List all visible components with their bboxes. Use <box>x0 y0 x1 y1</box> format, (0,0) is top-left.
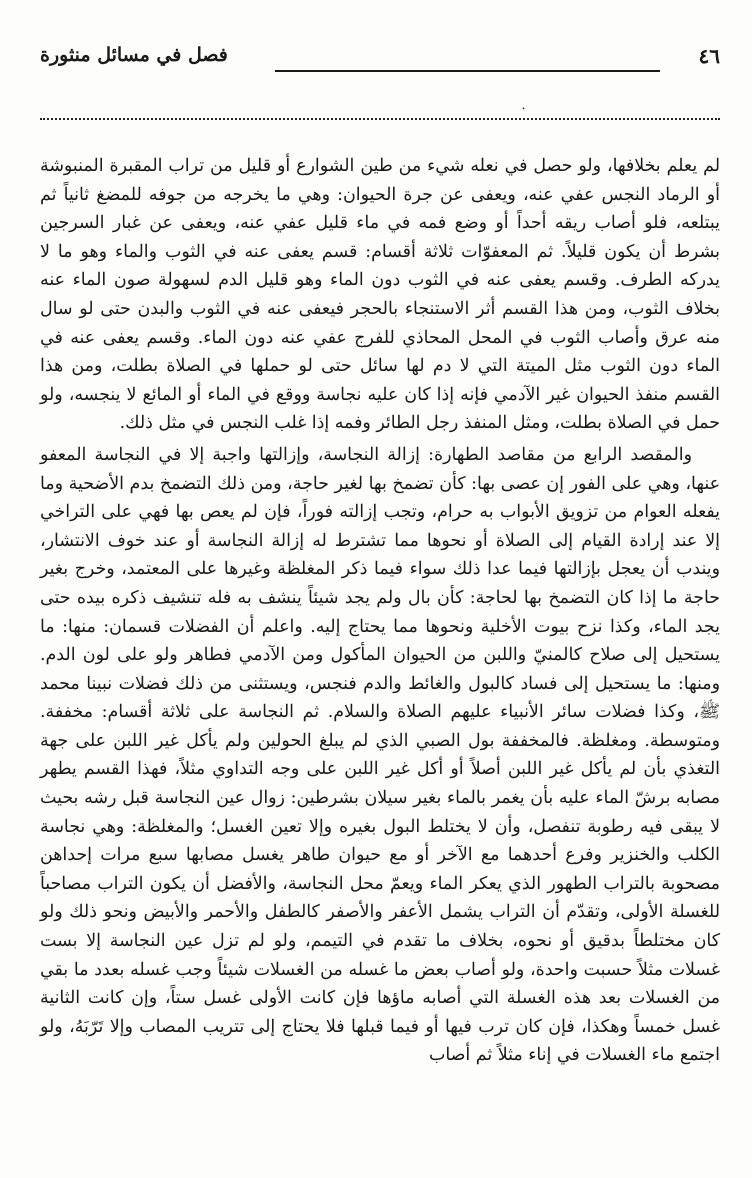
footnote-mark: ٠ <box>520 101 527 116</box>
paragraph-continuation: لم يعلم بخلافها، ولو حصل في نعله شيء من طين الشوارع أو قليل من تراب المقبرة المنبوشة أو الرماد النجس عفي عنه، ويعفى عن جرة الحيوان: وهي ما يخرجه من جوفه للمضغ ثانياً ثم يبتلعه، فلو أصاب ريقه أحداً أو وضع فمه في ماء قليل عفي عنه، ويعفى عن غبار السرجين بشرط أن يكون قليلاً. ثم المعفوّات ثلاثة أقسام: قسم يعفى عنه في الثوب والماء وهو ما لا يدركه الطرف. وقسم يعفى عنه في الثوب دون الماء وهو قليل الدم لسهولة صون الماء عنه بخلاف الثوب، ومن هذا القسم أثر الاستنجاء بالحجر فيعفى عنه في الثوب والبدن حتى لو سال منه عرق وأصاب الثوب في المحل المحاذي للفرج عفي عنه دون الماء. وقسم يعفى عنه في الماء دون الثوب مثل الميتة التي لا دم لها سائل حتى لو حملها في الصلاة بطلت، ومن هذا القسم منفذ الحيوان غير الآدمي فإنه إذا كان عليه نجاسة ووقع في الماء أو المائع لا ينجسه، ولو حمل في الصلاة بطلت، ومثل المنفذ رجل الطائر وفمه إذا غلب النجس في مثل ذلك. <box>40 156 720 434</box>
body-text <box>40 152 720 1070</box>
footnote-separator <box>40 118 720 120</box>
header-rule <box>275 70 660 72</box>
page-number: ٤٦ <box>698 44 720 68</box>
running-title: فصل في مسائل منثورة <box>40 44 228 66</box>
page-header <box>40 40 720 80</box>
paragraph-fourth-objective: والمقصد الرابع من مقاصد الطهارة: إزالة النجاسة، وإزالتها واجبة إلا في النجاسة المعفو عنها، وهي على الفور إن عصى بها: كأن تضمخ بها لغير حاجة، ومن ذلك التضمخ بدم الأضحية وما يفعله العوام من تزويق الأبواب به حرام، وتجب إزالته فوراً، فإن لم يعص بها فهي على التراخي إلا عند إرادة القيام إلى الصلاة أو نحوها مما تشترط له إزالة النجاسة أو عند خوف الانتشار، ويندب أن يعجل بإزالتها فيما عدا ذلك سواء فيما ذكر المغلظة وغيرها على المعتمد، وخرج بغير حاجة ما إذا كان التضمخ بها لحاجة: كأن بال ولم يجد شيئاً ينشف به فله تنشيف ذكره بيده حتى يجد الماء، وكذا نزح بيوت الأخلية ونحوها مما يحتاج إليه. واعلم أن الفضلات قسمان: منها: ما يستحيل إلى صلاح كالمنيّ واللبن من الحيوان المأكول ومن الآدمي فطاهر ولو على لون الدم. ومنها: ما يستحيل إلى فساد كالبول والغائط والدم فنجس، ويستثنى من ذلك فضلات نبينا محمد ﷺ، وكذا فضلات سائر الأنبياء عليهم الصلاة والسلام. ثم النجاسة على ثلاثة أقسام: مخففة. ومتوسطة. ومغلظة. فالمخففة بول الصبي الذي لم يبلغ الحولين ولم يأكل غير اللبن على جهة التغذي بأن لم يأكل غير اللبن أصلاً أو أكل غير اللبن على وجه التداوي مثلاً، فهذا القسم يطهر مصابه برشّ الماء عليه بأن يغمر بالماء بغير سيلان بشرطين: زوال عين النجاسة قبل رشه بحيث لا يبقى فيه رطوبة تنفصل، وأن لا يختلط البول بغيره وإلا تعين الغسل؛ والمغلظة: وهي نجاسة الكلب والخنزير وفرع أحدهما مع الآخر أو مع حيوان طاهر يغسل مصابها سبع مرات إحداهن مصحوبة بالتراب الطهور الذي يعكر الماء ويعمّ محل النجاسة، والأفضل أن يكون التراب مصاحباً للغسلة الأولى، وتقدّم أن التراب يشمل الأعفر والأصفر كالطفل والأحمر والأبيض ونحو ذلك ولو كان مختلطاً بدقيق أو نحوه، بخلاف ما تقدم في التيمم، ولو لم تزل عين النجاسة إلا بست غسلات مثلاً حسبت واحدة، ولو أصاب بعض ما غسله من الغسلات شيئاً وجب غسله بعدد ما بقي من الغسلات بعد هذه الغسلة التي أصابه ماؤها فإن كانت الأولى غسل ستاً، وإن كانت الثانية غسل خمساً وهكذا، فإن كان ترب فيها أو فيما قبلها فلا يحتاج إلى تتريب المصاب وإلا تَرّبَهُ، ولو اجتمع ماء الغسلات في إناء مثلاً ثم أصاب <box>40 444 720 1066</box>
